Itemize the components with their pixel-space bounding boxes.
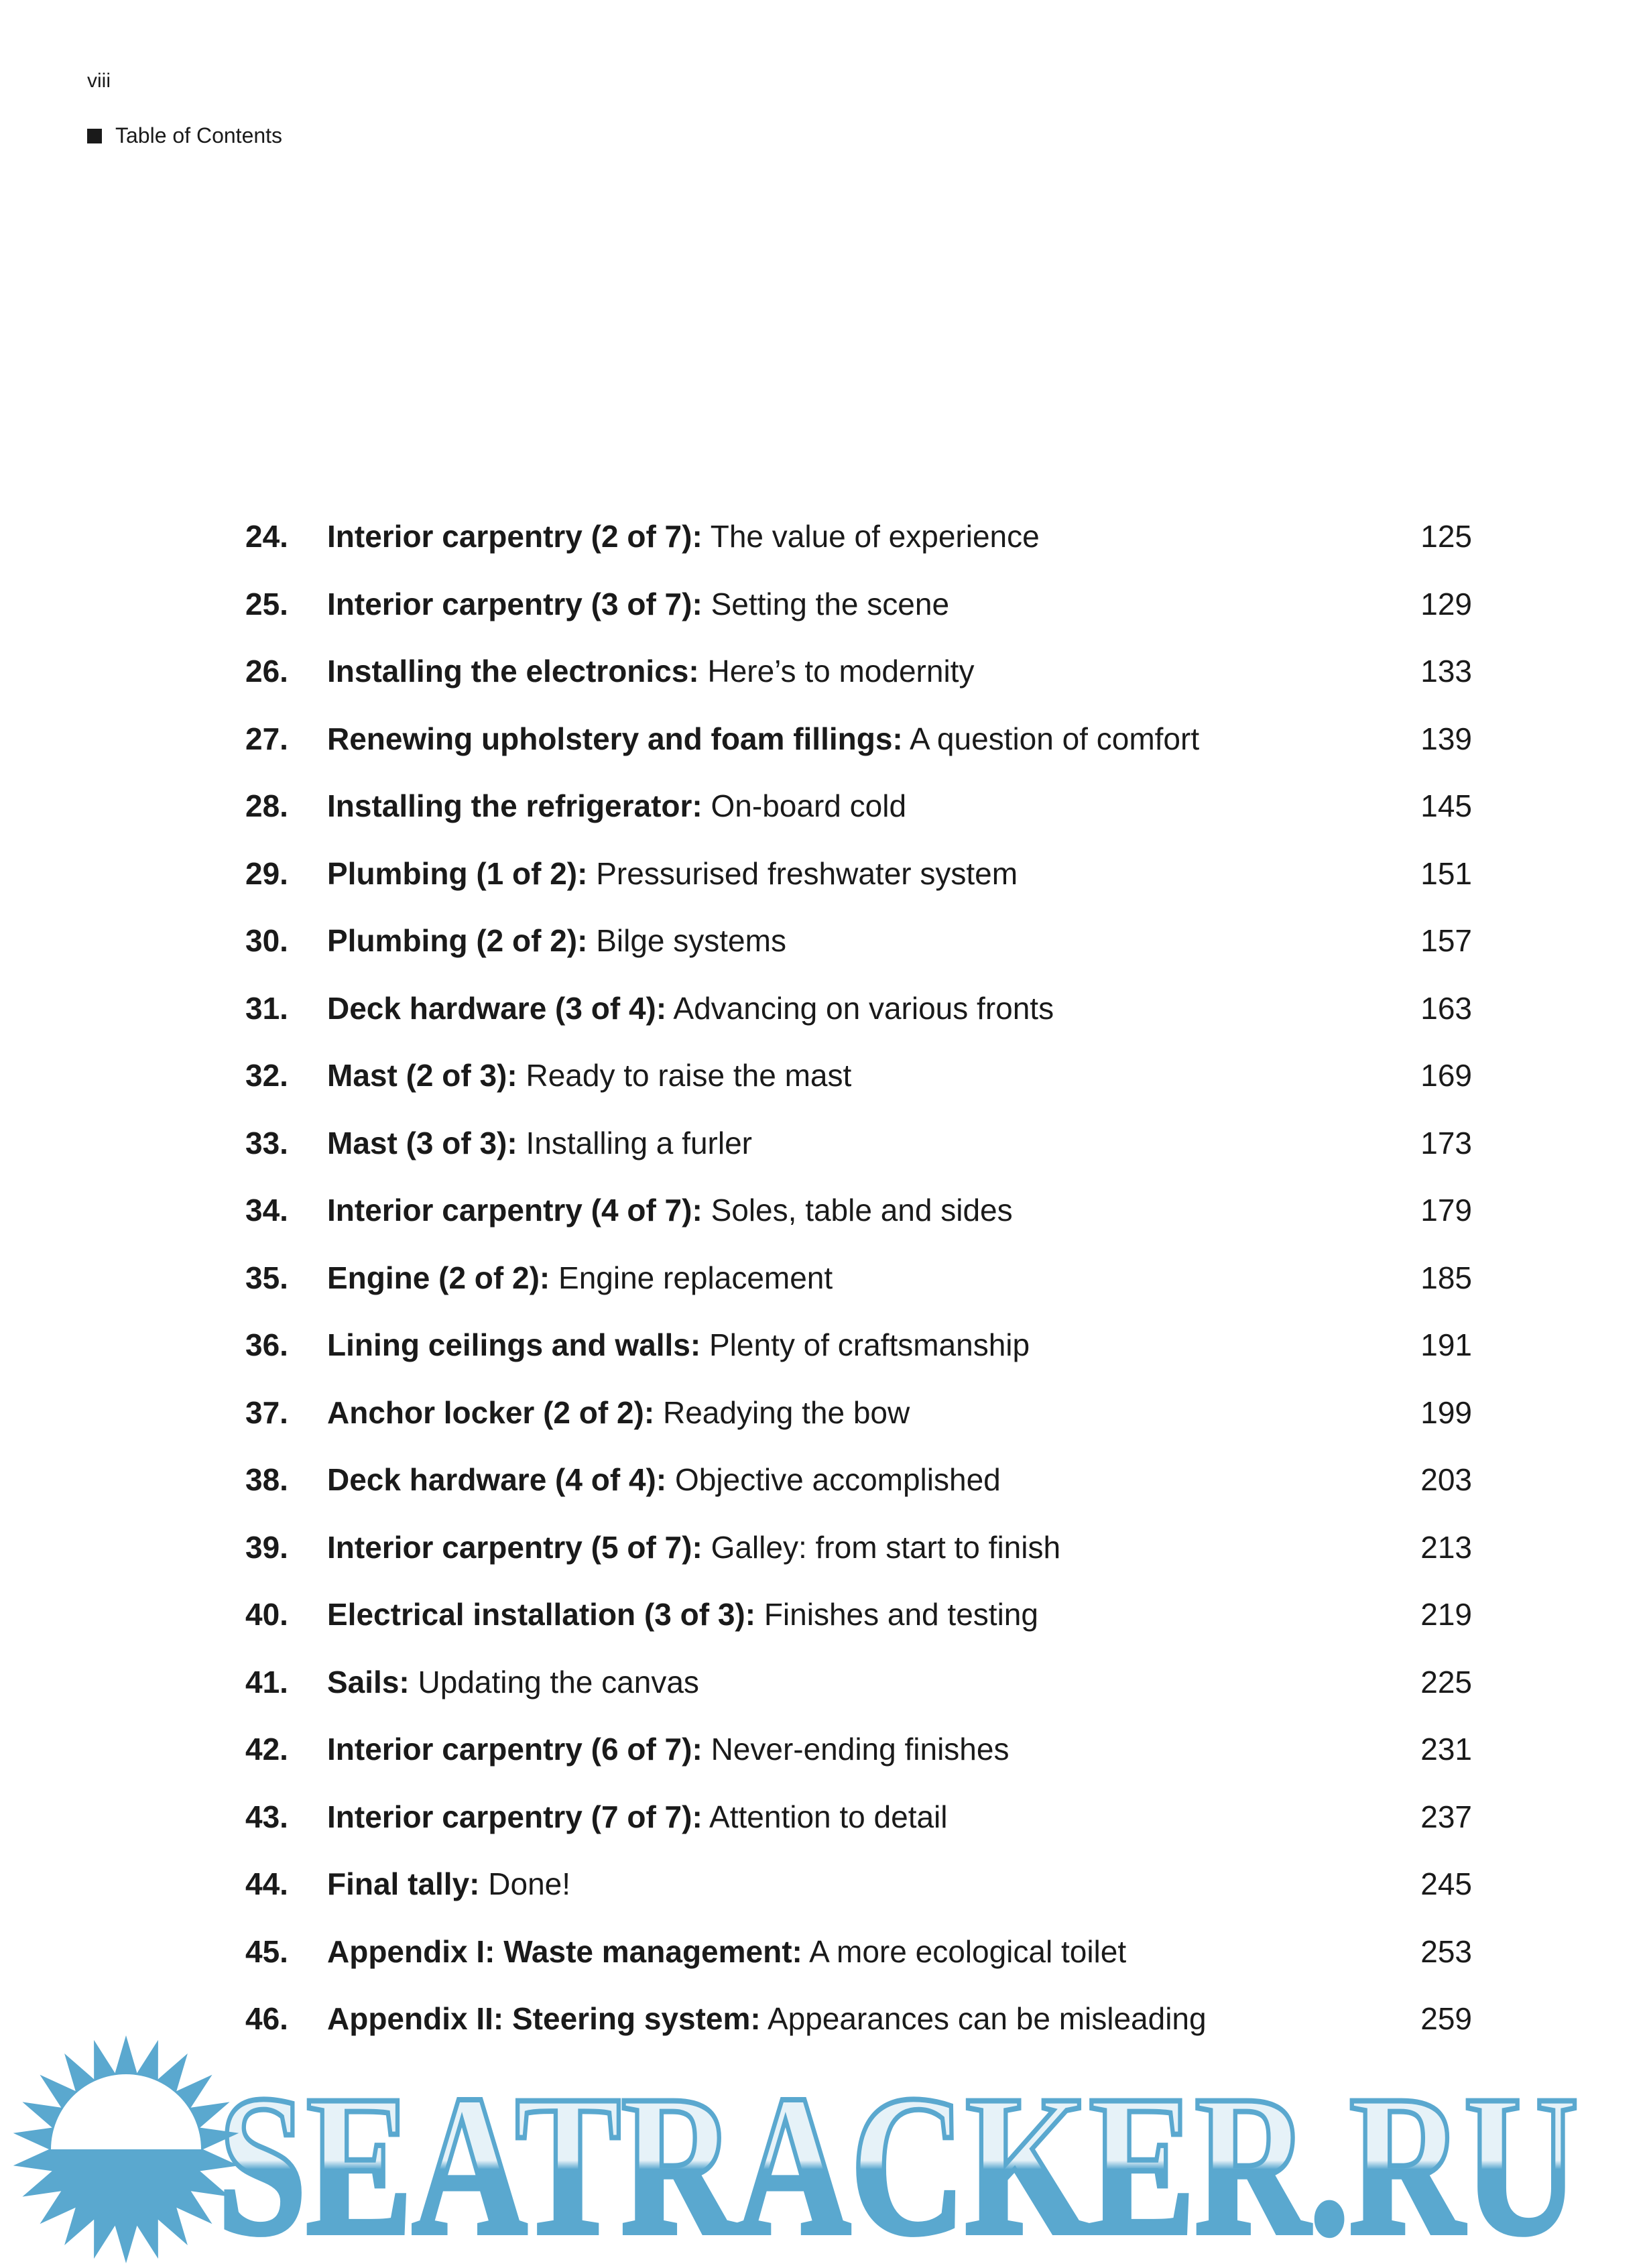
toc-entry-text — [327, 1724, 1009, 1775]
toc-page-number: 237 — [1420, 1799, 1472, 1834]
toc-entry-text — [327, 1050, 851, 1101]
toc-chapter-subtitle: Advancing on various fronts — [673, 990, 1054, 1026]
toc-page-number: 169 — [1420, 1058, 1472, 1093]
toc-chapter-subtitle: Ready to raise the mast — [526, 1058, 852, 1093]
toc-chapter-title: Deck hardware (3 of 4): — [327, 990, 667, 1026]
toc-chapter-title: Deck hardware (4 of 4): — [327, 1462, 667, 1497]
sun-logo-icon — [13, 2035, 239, 2263]
toc-entry-text — [327, 1926, 1126, 1977]
toc-entry-text — [327, 1319, 1030, 1370]
toc-chapter-title: Interior carpentry (4 of 7): — [327, 1193, 703, 1228]
watermark — [0, 2031, 1649, 2268]
toc-page-number: 259 — [1420, 2001, 1472, 2036]
toc-entry-text — [327, 1657, 699, 1708]
toc-chapter-title: Interior carpentry (3 of 7): — [327, 586, 703, 621]
toc-page-number: 231 — [1420, 1732, 1472, 1767]
toc-entry-text — [327, 848, 1018, 899]
toc-page-number: 125 — [1420, 519, 1472, 554]
toc-page-number: 225 — [1420, 1664, 1472, 1699]
table-of-contents — [245, 511, 1472, 2061]
toc-chapter-title: Interior carpentry (7 of 7): — [327, 1799, 703, 1834]
toc-chapter-title: Electrical installation (3 of 3): — [327, 1597, 756, 1632]
toc-page-number: 139 — [1420, 721, 1472, 756]
toc-page-number: 173 — [1420, 1125, 1472, 1160]
toc-entry — [245, 1252, 1472, 1320]
toc-chapter-title: Interior carpentry (6 of 7): — [327, 1732, 703, 1767]
running-head — [87, 123, 282, 148]
toc-chapter-title: Plumbing (2 of 2): — [327, 923, 588, 958]
toc-entry-text — [327, 646, 974, 697]
toc-page-number: 213 — [1420, 1529, 1472, 1565]
toc-page-number: 129 — [1420, 586, 1472, 621]
toc-page-number: 203 — [1420, 1462, 1472, 1497]
toc-chapter-number: 35. — [245, 1260, 288, 1295]
toc-chapter-subtitle: Plenty of craftsmanship — [709, 1327, 1030, 1362]
toc-chapter-number: 33. — [245, 1125, 288, 1160]
toc-chapter-subtitle: Pressurised freshwater system — [596, 855, 1018, 891]
toc-entry-text — [327, 1252, 833, 1303]
toc-chapter-number: 43. — [245, 1799, 288, 1834]
toc-chapter-subtitle: Done! — [488, 1866, 571, 1901]
toc-chapter-subtitle: Attention to detail — [709, 1799, 948, 1834]
toc-chapter-title: Anchor locker (2 of 2): — [327, 1394, 655, 1430]
toc-page-number: 245 — [1420, 1866, 1472, 1901]
watermark-text: SEATRACKER.RU — [218, 2053, 1579, 2268]
toc-page-number: 163 — [1420, 990, 1472, 1026]
toc-entry — [245, 1724, 1472, 1791]
toc-entry-text — [327, 1522, 1060, 1573]
toc-chapter-number: 39. — [245, 1529, 288, 1565]
toc-page-number: 157 — [1420, 923, 1472, 958]
toc-chapter-title: Lining ceilings and walls: — [327, 1327, 701, 1362]
toc-chapter-subtitle: The value of experience — [710, 519, 1040, 554]
toc-entry-text — [327, 1454, 1001, 1505]
toc-entry — [245, 1858, 1472, 1926]
toc-page-number: 133 — [1420, 654, 1472, 689]
toc-chapter-number: 36. — [245, 1327, 288, 1362]
toc-chapter-subtitle: Installing a furler — [526, 1125, 752, 1160]
toc-entry — [245, 780, 1472, 848]
toc-page-number: 145 — [1420, 788, 1472, 823]
toc-entry — [245, 713, 1472, 781]
toc-chapter-number: 45. — [245, 1933, 288, 1969]
toc-entry — [245, 1791, 1472, 1859]
toc-chapter-subtitle: Bilge systems — [596, 923, 786, 958]
toc-chapter-number: 44. — [245, 1866, 288, 1901]
toc-chapter-title: Engine (2 of 2): — [327, 1260, 550, 1295]
toc-chapter-subtitle: Soles, table and sides — [711, 1193, 1013, 1228]
toc-page-number: 219 — [1420, 1597, 1472, 1632]
toc-entry — [245, 1522, 1472, 1590]
toc-entry — [245, 1589, 1472, 1657]
toc-chapter-number: 46. — [245, 2001, 288, 2036]
toc-entry-text — [327, 1185, 1013, 1236]
toc-chapter-title: Sails: — [327, 1664, 410, 1699]
toc-chapter-subtitle: Galley: from start to finish — [711, 1529, 1061, 1565]
toc-entry — [245, 579, 1472, 646]
toc-entry — [245, 1319, 1472, 1387]
toc-chapter-subtitle: A question of comfort — [909, 721, 1200, 756]
toc-page-number: 199 — [1420, 1394, 1472, 1430]
toc-page-number: 151 — [1420, 855, 1472, 891]
toc-chapter-subtitle: Here’s to modernity — [707, 654, 975, 689]
toc-chapter-number: 41. — [245, 1664, 288, 1699]
toc-chapter-title: Installing the electronics: — [327, 654, 699, 689]
toc-chapter-subtitle: On-board cold — [711, 788, 907, 823]
toc-chapter-title: Renewing upholstery and foam fillings: — [327, 721, 903, 756]
toc-page-number: 191 — [1420, 1327, 1472, 1362]
toc-entry — [245, 848, 1472, 916]
toc-chapter-subtitle: Engine replacement — [558, 1260, 833, 1295]
toc-chapter-title: Final tally: — [327, 1866, 480, 1901]
toc-entry-text — [327, 780, 906, 831]
toc-page-number: 185 — [1420, 1260, 1472, 1295]
toc-chapter-number: 29. — [245, 855, 288, 891]
toc-chapter-number: 34. — [245, 1193, 288, 1228]
toc-entry — [245, 1387, 1472, 1455]
toc-page-number: 179 — [1420, 1193, 1472, 1228]
toc-entry-text — [327, 1589, 1038, 1640]
toc-entry-text — [327, 511, 1040, 562]
toc-chapter-title: Installing the refrigerator: — [327, 788, 703, 823]
toc-page-number: 253 — [1420, 1933, 1472, 1969]
toc-chapter-title: Interior carpentry (5 of 7): — [327, 1529, 703, 1565]
toc-entry-text — [327, 1118, 752, 1169]
toc-entry — [245, 511, 1472, 579]
toc-entry-text — [327, 915, 786, 966]
toc-chapter-subtitle: Finishes and testing — [764, 1597, 1038, 1632]
toc-chapter-number: 32. — [245, 1058, 288, 1093]
square-bullet-icon — [87, 129, 102, 143]
page-number: viii — [87, 70, 111, 92]
toc-entry-text — [327, 983, 1054, 1034]
toc-chapter-number: 38. — [245, 1462, 288, 1497]
toc-chapter-subtitle: Readying the bow — [662, 1394, 910, 1430]
toc-chapter-title: Appendix II: Steering system: — [327, 2001, 761, 2036]
toc-chapter-number: 40. — [245, 1597, 288, 1632]
toc-chapter-number: 25. — [245, 586, 288, 621]
toc-chapter-title: Interior carpentry (2 of 7): — [327, 519, 703, 554]
toc-entry-text — [327, 1791, 948, 1842]
toc-entry — [245, 1926, 1472, 1994]
toc-chapter-title: Mast (3 of 3): — [327, 1125, 517, 1160]
toc-entry-text — [327, 1858, 570, 1909]
toc-chapter-subtitle: Never-ending finishes — [711, 1732, 1010, 1767]
toc-entry — [245, 1185, 1472, 1252]
toc-entry — [245, 1657, 1472, 1724]
toc-chapter-number: 30. — [245, 923, 288, 958]
toc-chapter-number: 37. — [245, 1394, 288, 1430]
toc-chapter-number: 42. — [245, 1732, 288, 1767]
toc-entry-text — [327, 579, 949, 630]
toc-chapter-subtitle: Setting the scene — [711, 586, 950, 621]
toc-chapter-subtitle: A more ecological toilet — [809, 1933, 1127, 1969]
toc-chapter-title: Mast (2 of 3): — [327, 1058, 517, 1093]
toc-entry — [245, 646, 1472, 713]
toc-chapter-subtitle: Appearances can be misleading — [767, 2001, 1207, 2036]
toc-entry — [245, 1454, 1472, 1522]
toc-chapter-subtitle: Objective accomplished — [674, 1462, 1001, 1497]
toc-entry-text — [327, 1387, 910, 1438]
toc-entry — [245, 915, 1472, 983]
toc-chapter-title: Appendix I: Waste management: — [327, 1933, 802, 1969]
toc-entry — [245, 983, 1472, 1051]
toc-chapter-number: 31. — [245, 990, 288, 1026]
toc-chapter-subtitle: Updating the canvas — [418, 1664, 699, 1699]
toc-chapter-title: Plumbing (1 of 2): — [327, 855, 588, 891]
toc-entry — [245, 1050, 1472, 1118]
toc-chapter-number: 27. — [245, 721, 288, 756]
toc-chapter-number: 24. — [245, 519, 288, 554]
section-title: Table of Contents — [115, 123, 283, 147]
toc-chapter-number: 28. — [245, 788, 288, 823]
toc-chapter-number: 26. — [245, 654, 288, 689]
toc-entry-text — [327, 713, 1199, 764]
toc-entry — [245, 1118, 1472, 1185]
